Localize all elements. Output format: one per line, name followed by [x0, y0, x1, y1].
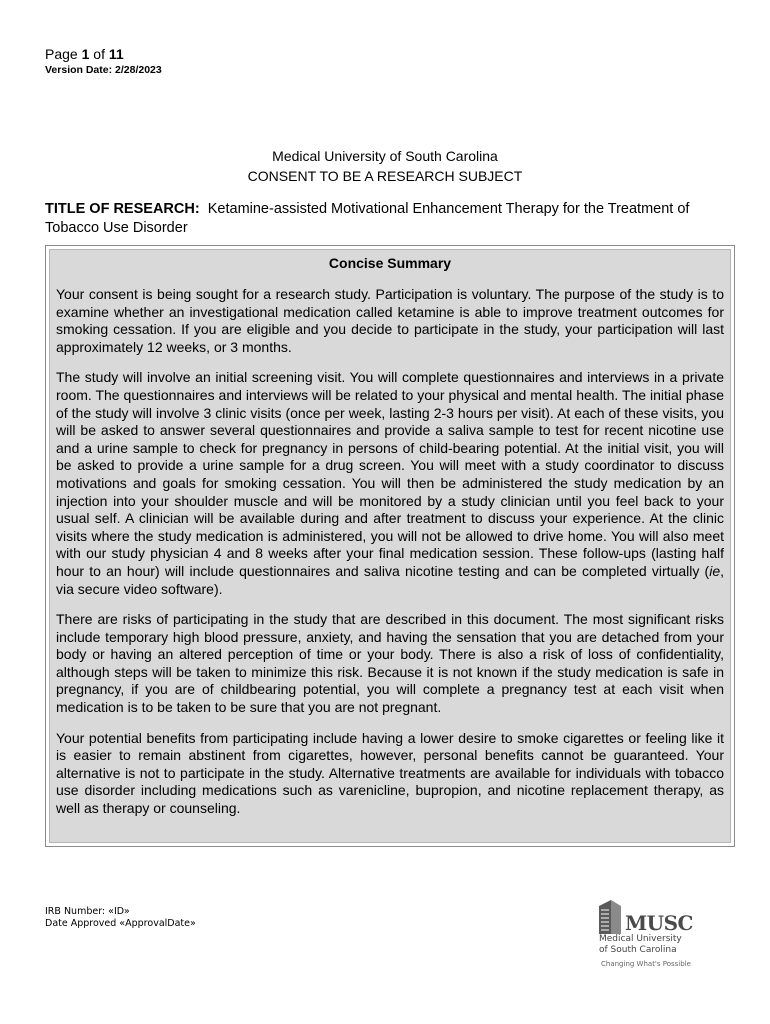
document-title: CONSENT TO BE A RESEARCH SUBJECT	[247, 168, 523, 184]
irb-footer	[45, 906, 196, 930]
logo-line-2: of South Carolina	[599, 945, 677, 955]
concise-summary-content	[49, 249, 731, 843]
summary-paragraph-purpose: Your consent is being sought for a research study. Participation is voluntary. The purpose of the study is to examine whether an investigational medication called ketamine is able to improve treatment outcomes for smoking cessation. If you are eligible and you decide to participate in the study, your participation will last approximately 12 weeks, or 3 months.	[56, 286, 724, 355]
irb-number: IRB Number: «ID»	[45, 906, 130, 917]
summary-paragraph-benefits: Your potential benefits from participating include having a lower desire to smoke cigarettes or feeling like it is easier to remain abstinent from cigarettes, however, personal benefits cannot be guaranteed. Your alternative is not to participate in the study. Alternative treatments are available for individuals with tobacco use disorder including medications such as varenicline, bupropion, and nicotine replacement therapy, as well as therapy or counseling.	[56, 729, 724, 817]
page-header	[45, 46, 162, 77]
musc-logo	[597, 898, 707, 968]
summary-paragraph-procedures: The study will involve an initial screening visit. You will complete questionnaires and interviews in a private room. The questionnaires and interviews will be related to your physical and mental health. The initial phase of the study will involve 3 clinic visits (once per week, lasting 2-3 hours per visit). At each of these visits, you will be asked to answer several questionnaires and provide a saliva sample to test for recent nicotine use and a urine sample to check for pregnancy in persons of child-bearing potential. At the initial visit, you will be asked to provide a urine sample for a drug screen. You will meet with a study coordinator to discuss motivations and goals for smoking cessation. You will then be administered the study medication by an injection into your shoulder muscle and will be monitored by a study clinician until you feel back to your usual self. A clinician will be available during and after treatment to discuss your experience. At the clinic visits where the study medication is administered, you will not be allowed to drive home. You will also meet with our study physician 4 and 8 weeks after your final medication session. These follow-ups (lasting half hour to an hour) will include questionnaires and saliva nicotine testing and can be completed virtually (ie, via secure video software).	[56, 369, 724, 597]
institution-name: Medical University of South Carolina	[272, 148, 498, 164]
date-approved: Date Approved «ApprovalDate»	[45, 918, 196, 929]
logo-line-1: Medical University	[599, 934, 682, 944]
concise-summary-box	[45, 245, 735, 847]
document-heading	[0, 146, 770, 186]
logo-tagline: Changing What's Possible	[601, 960, 691, 968]
research-title-text: Ketamine-assisted Motivational Enhancement Therapy for the Treatment of Tobacco Use Disorder	[45, 201, 690, 236]
logo-wordmark: MUSC	[625, 911, 693, 935]
version-date: Version Date: 2/28/2023	[45, 64, 162, 76]
page-number: Page 1 of 11	[45, 46, 124, 62]
research-title	[45, 200, 735, 238]
research-title-label: TITLE OF RESEARCH:	[45, 201, 200, 217]
summary-heading: Concise Summary	[328, 255, 452, 271]
musc-building-icon	[597, 898, 623, 934]
summary-paragraph-risks: There are risks of participating in the study that are described in this document. The most significant risks include temporary high blood pressure, anxiety, and having the sensation that you are detached from your body or having an altered perception of time or your body. There is also a risk of loss of confidentiality, although steps will be taken to minimize this risk. Because it is not known if the study medication is safe in pregnancy, if you are of childbearing potential, you will complete a pregnancy test at each visit when medication is to be taken to be sure that you are not pregnant.	[56, 611, 724, 716]
